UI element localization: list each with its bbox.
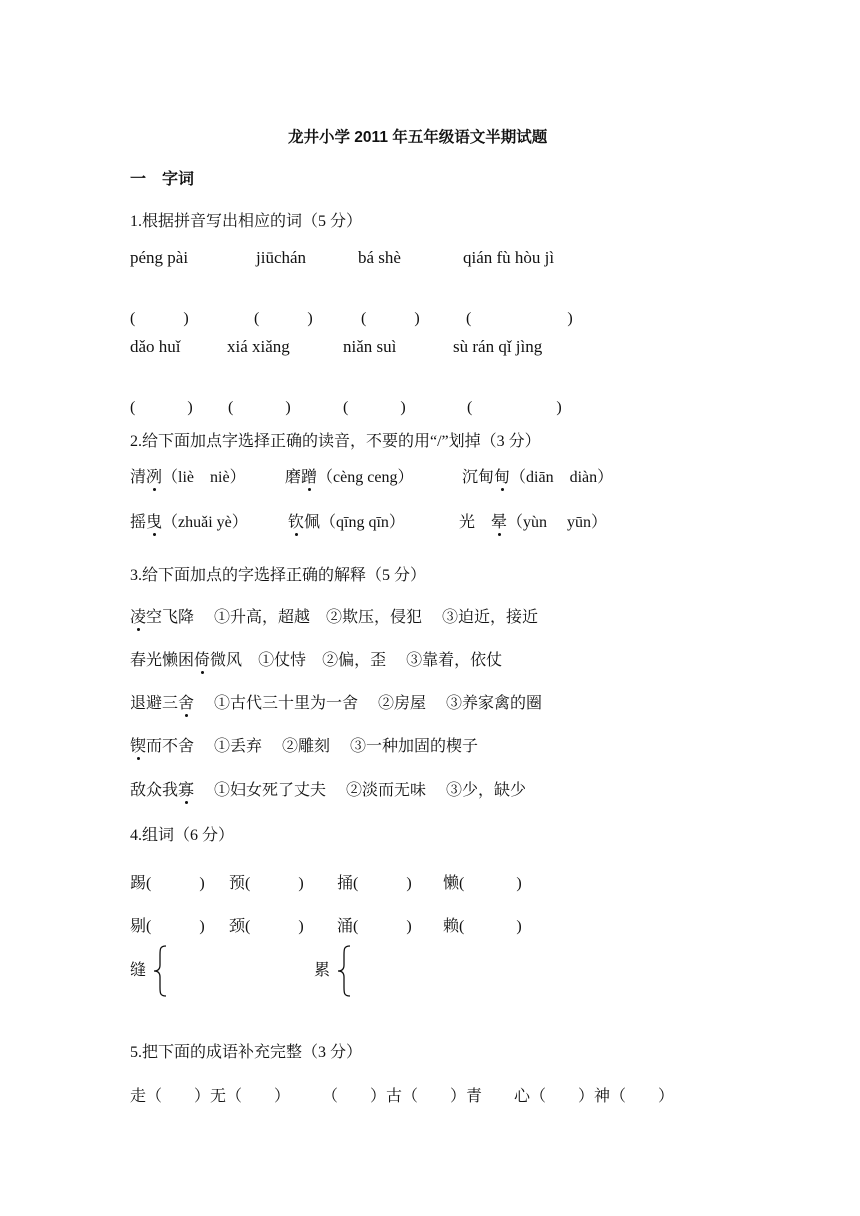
reading-choice-item: 光 晕（yùn yūn） <box>459 509 607 532</box>
answer-blank[interactable]: ( ) <box>245 875 304 892</box>
answer-blank[interactable]: ( ) <box>459 875 522 892</box>
brace-icon <box>152 945 168 997</box>
meaning-choice-item: 凌空飞降 ①升高，超越 ②欺压，侵犯 ③迫近，接近 <box>130 604 538 627</box>
exam-title: 龙井小学 2011 年五年级语文半期试题 <box>288 129 548 146</box>
meaning-choice-item: 春光懒困倚微风 ①仗恃 ②偏，歪 ③靠着，依仗 <box>130 647 502 670</box>
reading-choice-item: 钦佩（qīng qīn） <box>288 509 405 532</box>
q3-prompt: 3.给下面加点的字选择正确的解释（5 分） <box>130 567 427 584</box>
answer-blank[interactable]: ( ) <box>361 310 420 327</box>
answer-blank[interactable]: ( ) <box>130 399 193 416</box>
reading-choice-item: 摇曳（zhuǎi yè） <box>130 509 248 532</box>
q1-prompt: 1.根据拼音写出相应的词（5 分） <box>130 213 363 230</box>
brace-icon <box>336 945 352 997</box>
answer-blank[interactable]: ( ) <box>254 310 313 327</box>
answer-blank[interactable]: ( ) <box>146 918 205 935</box>
word-group-item: 踢( ) <box>130 875 205 892</box>
meaning-choice-item: 敌众我寡 ①妇女死了丈夫 ②淡而无味 ③少，缺少 <box>130 777 526 800</box>
pinyin-item: jiūchán <box>256 248 307 267</box>
polyphone-char: 缝 <box>130 962 147 979</box>
pinyin-item: dǎo huǐ <box>130 337 181 356</box>
pinyin-item: péng pài <box>130 248 189 267</box>
q4-prompt: 4.组词（6 分） <box>130 827 235 844</box>
reading-choice-item: 清冽（liè niè） <box>130 464 246 487</box>
word-group-item: 涌( ) <box>337 918 412 935</box>
word-group-item: 剔( ) <box>130 918 205 935</box>
pinyin-item: bá shè <box>358 248 401 267</box>
pinyin-item: niǎn suì <box>343 337 397 356</box>
answer-blank[interactable]: ( ) <box>228 399 291 416</box>
meaning-choice-item: 锲而不舍 ①丢弃 ②雕刻 ③一种加固的楔子 <box>130 733 478 756</box>
answer-blank[interactable]: ( ) <box>353 875 412 892</box>
answer-blank[interactable]: ( ) <box>353 918 412 935</box>
answer-blank[interactable]: ( ) <box>459 918 522 935</box>
answer-blank[interactable]: ( ) <box>146 875 205 892</box>
answer-blank[interactable]: ( ) <box>466 310 573 327</box>
word-group-item: 预( ) <box>229 875 304 892</box>
word-group-item: 懒( ) <box>443 875 522 892</box>
q2-prompt: 2.给下面加点字选择正确的读音，不要的用“/”划掉（3 分） <box>130 433 541 450</box>
pinyin-item: sù rán qǐ jìng <box>453 337 543 356</box>
word-group-item: 颈( ) <box>229 918 304 935</box>
word-group-item: 赖( ) <box>443 918 522 935</box>
reading-choice-item: 沉甸甸（diān diàn） <box>462 464 613 487</box>
answer-blank[interactable]: ( ) <box>343 399 406 416</box>
pinyin-item: qián fù hòu jì <box>463 248 555 267</box>
section-heading-vocabulary: 一 字词 <box>130 171 195 188</box>
idiom-fill-line[interactable]: 走（ ）无（ ） （ ）古（ ）青 心（ ）神（ ） <box>130 1088 675 1105</box>
q5-prompt: 5.把下面的成语补充完整（3 分） <box>130 1044 363 1061</box>
meaning-choice-item: 退避三舍 ①古代三十里为一舍 ②房屋 ③养家禽的圈 <box>130 690 542 713</box>
polyphone-char: 累 <box>314 962 331 979</box>
reading-choice-item: 磨蹭（cèng ceng） <box>285 464 413 487</box>
answer-blank[interactable]: ( ) <box>130 310 189 327</box>
word-group-item: 捅( ) <box>337 875 412 892</box>
answer-blank[interactable]: ( ) <box>245 918 304 935</box>
pinyin-item: xiá xiǎng <box>227 337 290 356</box>
answer-blank[interactable]: ( ) <box>467 399 562 416</box>
